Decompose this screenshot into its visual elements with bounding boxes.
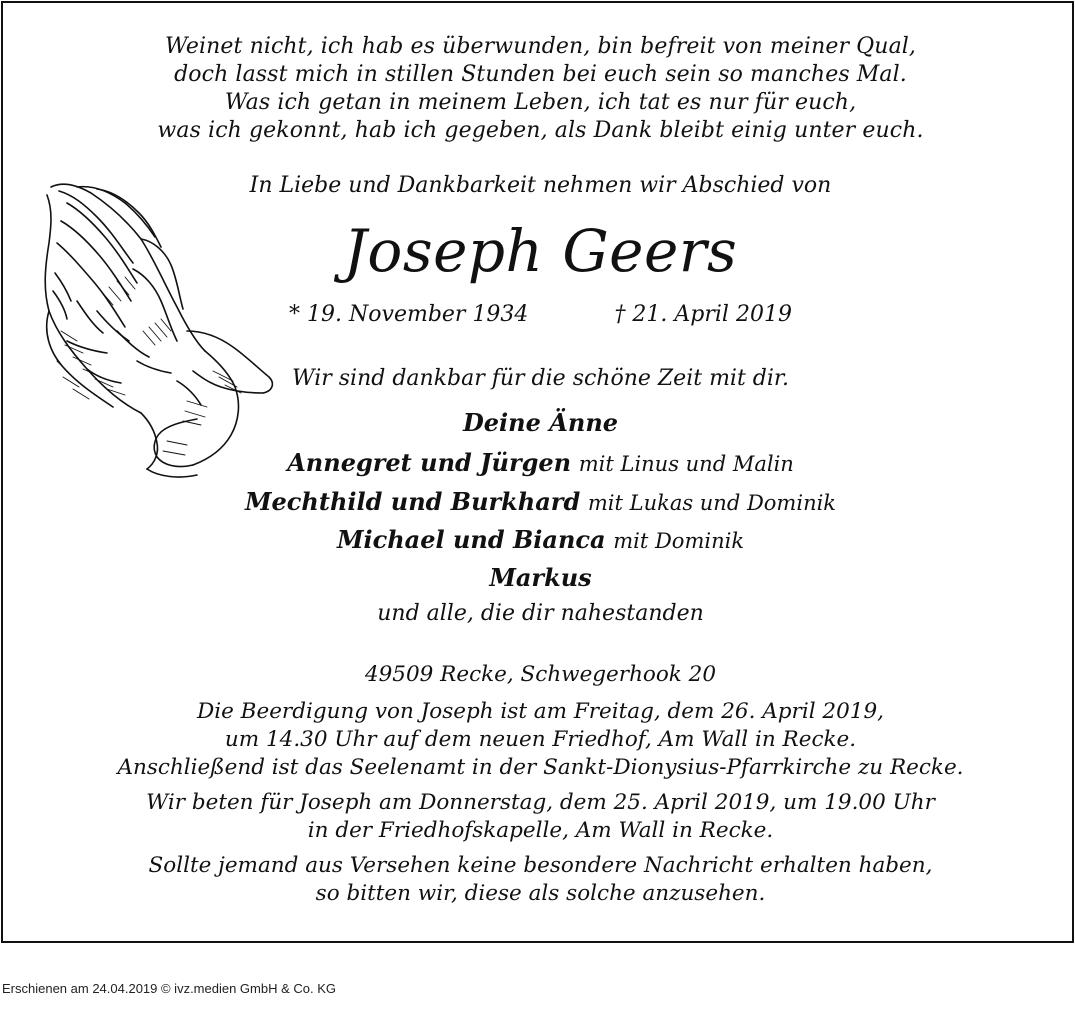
poem-line-4: was ich gekonnt, hab ich gegeben, als Dank bleibt einig unter euch. bbox=[157, 118, 924, 143]
family-names: Michael und Bianca bbox=[336, 525, 606, 554]
publication-footer: Erschienen am 24.04.2019 © ivz.medien GmbH & Co. KG bbox=[2, 981, 337, 996]
family-children: mit Dominik bbox=[613, 529, 745, 553]
family-names: Mechthild und Burkhard bbox=[244, 487, 581, 516]
prayer-line-1: Wir beten für Joseph am Donnerstag, dem 25. April 2019, um 19.00 Uhr bbox=[146, 790, 935, 815]
address-line: 49509 Recke, Schwegerhook 20 bbox=[364, 662, 717, 687]
family-line-5 bbox=[3, 563, 1075, 592]
poem-line-2: doch lasst mich in stillen Stunden bei euch sein so manches Mal. bbox=[174, 62, 907, 87]
funeral-line-1: Die Beerdigung von Joseph ist am Freitag, dem 26. April 2019, bbox=[197, 699, 884, 724]
intro-text: In Liebe und Dankbarkeit nehmen wir Abschied von bbox=[249, 173, 832, 198]
family-children: mit Lukas und Dominik bbox=[587, 491, 837, 515]
family-names: Markus bbox=[489, 563, 592, 592]
family-names: Annegret und Jürgen bbox=[287, 448, 572, 477]
prayer-line-2: in der Friedhofskapelle, Am Wall in Recke. bbox=[307, 818, 774, 843]
family-line-3 bbox=[3, 487, 1075, 516]
obituary-frame bbox=[1, 1, 1074, 943]
dates-row bbox=[3, 302, 1075, 327]
family-line-2 bbox=[3, 448, 1075, 477]
death-date: † 21. April 2019 bbox=[614, 302, 792, 327]
notice-line-1: Sollte jemand aus Versehen keine besondere Nachricht erhalten haben, bbox=[148, 853, 933, 878]
family-line-1 bbox=[3, 408, 1075, 437]
closing-line: und alle, die dir nahestanden bbox=[377, 601, 704, 626]
thanks-line: Wir sind dankbar für die schöne Zeit mit dir. bbox=[291, 366, 790, 391]
family-line-4 bbox=[3, 525, 1075, 554]
deceased-name: Joseph Geers bbox=[343, 217, 738, 285]
family-names: Deine Änne bbox=[462, 408, 619, 437]
family-children: mit Linus und Malin bbox=[578, 452, 794, 476]
birth-date: * 19. November 1934 bbox=[289, 302, 529, 327]
notice-line-2: so bitten wir, diese als solche anzusehen. bbox=[315, 881, 766, 906]
funeral-line-2: um 14.30 Uhr auf dem neuen Friedhof, Am Wall in Recke. bbox=[224, 727, 857, 752]
poem-line-3: Was ich getan in meinem Leben, ich tat es nur für euch, bbox=[224, 90, 857, 115]
poem-line-1: Weinet nicht, ich hab es überwunden, bin befreit von meiner Qual, bbox=[164, 34, 917, 59]
funeral-line-3: Anschließend ist das Seelenamt in der Sankt-Dionysius-Pfarrkirche zu Recke. bbox=[117, 755, 964, 780]
